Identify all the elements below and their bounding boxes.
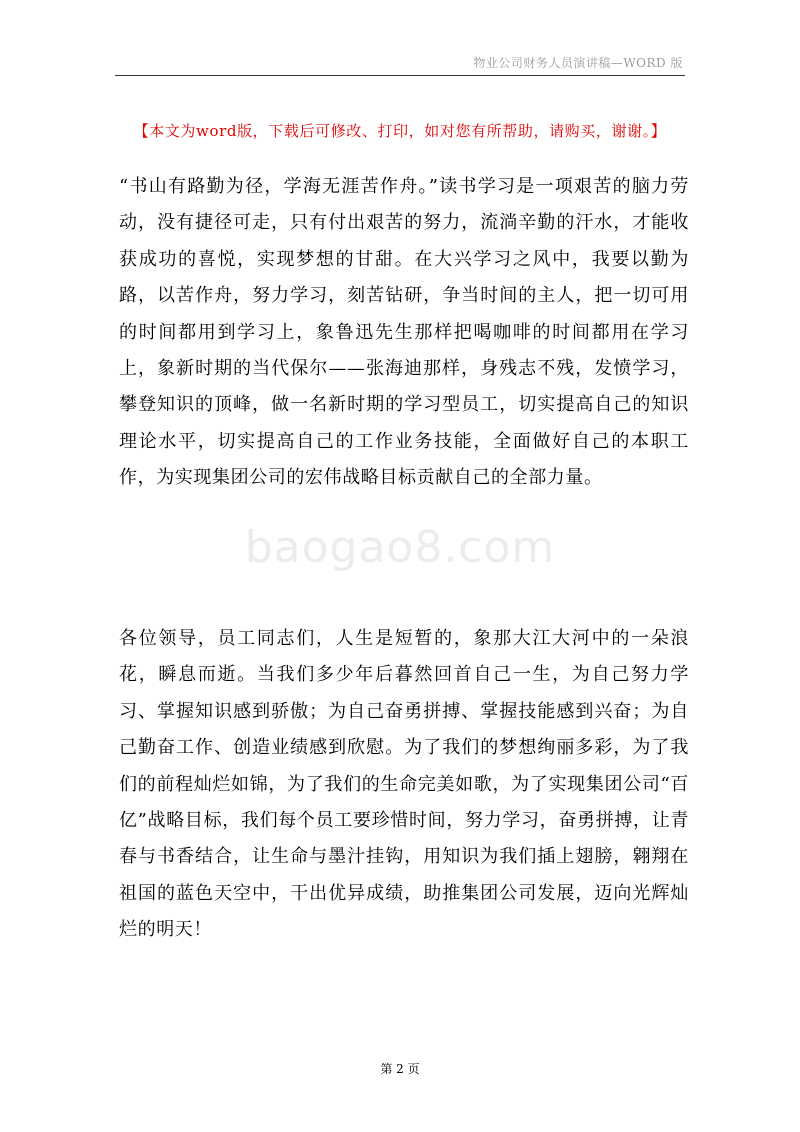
watermark: baogao8.com — [244, 522, 556, 573]
header-divider — [115, 75, 685, 76]
page-number: 第 2 页 — [380, 1062, 420, 1076]
body-paragraph: “书山有路勤为径，学海无涯苦作舟。”读书学习是一项艰苦的脑力劳动，没有捷径可走，只有付出艰苦的努力，流淌辛勤的汗水，才能收获成功的喜悦，实现梦想的甘甜。在大兴学习之风中，我要以勤为路，以苦作舟，努力学习，刻苦钻研，争当时间的主人，把一切可用的时间都用到学习上，象鲁迅先生那样把喝咖啡的时间都用在学习上，象新时期的当代保尔——张海迪那样，身残志不残，发愤学习，攀登知识的顶峰，做一名新时期的学习型员工，切实提高自己的知识理论水平，切实提高自己的工作业务技能，全面做好自己的本职工作，为实现集团公司的宏伟战略目标贡献自己的全部力量。 — [119, 176, 689, 489]
purchase-notice: 【本文为word版，下载后可修改、打印，如对您有所帮助，请购买，谢谢。】 — [133, 122, 667, 140]
body-paragraph: 各位领导，员工同志们，人生是短暂的，象那大江大河中的一朵浪花，瞬息而逝。当我们多少年后暮然回首自己一生，为自己努力学习、掌握知识感到骄傲；为自己奋勇拼搏、掌握技能感到兴奋；为自己勤奋工作、创造业绩感到欣慰。为了我们的梦想绚丽多彩，为了我们的前程灿烂如锦，为了我们的生命完美如歌，为了实现集团公司“百亿”战略目标，我们每个员工要珍惜时间，努力学习，奋勇拼搏，让青春与书香结合，让生命与墨汁挂钩，用知识为我们插上翅膀，翱翔在祖国的蓝色天空中，干出优异成绩，助推集团公司发展，迈向光辉灿烂的明天！ — [119, 628, 689, 941]
document-header-title: 物业公司财务人员演讲稿—WORD 版 — [473, 56, 683, 70]
